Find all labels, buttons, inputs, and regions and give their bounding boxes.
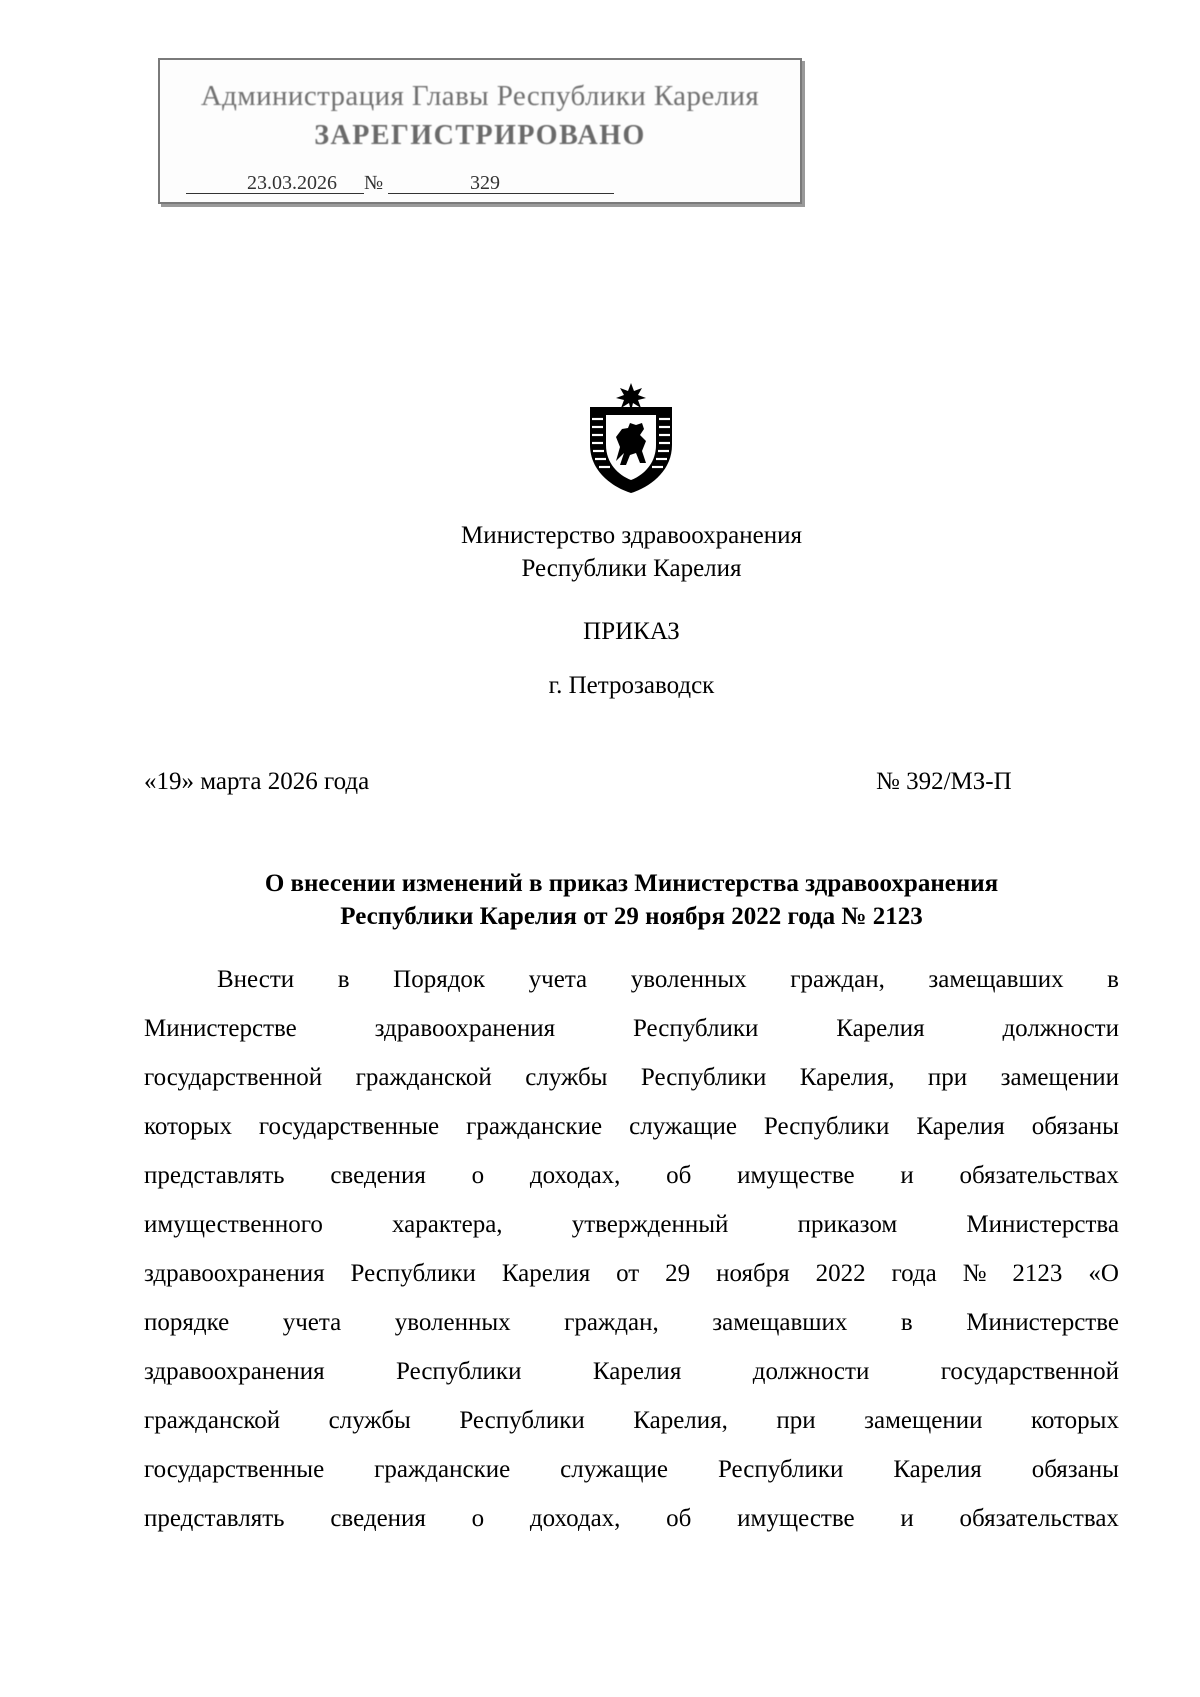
body-line: гражданской службы Республики Карелия, при замещении которых — [144, 1407, 1119, 1434]
body-line: Внести в Порядок учета уволенных граждан, замещавших в — [217, 966, 1119, 993]
body-line: представлять сведения о доходах, об имуществе и обязательствах — [144, 1505, 1119, 1532]
body-line: имущественного характера, утвержденный приказом Министерства — [144, 1211, 1119, 1238]
body-line: государственные гражданские служащие Республики Карелия обязаны — [144, 1456, 1119, 1483]
body-line: представлять сведения о доходах, об имуществе и обязательствах — [144, 1162, 1119, 1189]
stamp-date: 23.03.2026 — [186, 172, 364, 194]
body-line: государственной гражданской службы Республики Карелия, при замещении — [144, 1064, 1119, 1091]
body-line: здравоохранения Республики Карелия должности государственной — [144, 1358, 1119, 1385]
stamp-registered-label: ЗАРЕГИСТРИРОВАНО — [314, 120, 646, 151]
stamp-authority: Администрация Главы Республики Карелия — [200, 80, 760, 112]
body-line: порядке учета уволенных граждан, замещавших в Министерстве — [144, 1309, 1119, 1336]
karelia-coat-of-arms-icon — [586, 381, 676, 495]
order-number: № 392/МЗ-П — [876, 768, 1012, 795]
body-line: здравоохранения Республики Карелия от 29 ноября 2022 года № 2123 «О — [144, 1260, 1119, 1287]
ministry-name-line2: Республики Карелия — [521, 555, 742, 582]
stamp-number-sign: № — [364, 172, 384, 194]
ministry-name-line1: Министерство здравоохранения — [461, 522, 802, 549]
stamp-number: 329 — [388, 172, 614, 194]
document-title-line2: Республики Карелия от 29 ноября 2022 года № 2123 — [340, 903, 923, 930]
document-city: г. Петрозаводск — [548, 672, 715, 699]
document-type: ПРИКАЗ — [583, 618, 680, 645]
order-date: «19» марта 2026 года — [144, 768, 370, 795]
body-line: Министерстве здравоохранения Республики Карелия должности — [144, 1015, 1119, 1042]
body-line: которых государственные гражданские служащие Республики Карелия обязаны — [144, 1113, 1119, 1140]
registration-stamp — [158, 58, 802, 204]
document-title-line1: О внесении изменений в приказ Министерства здравоохранения — [264, 870, 999, 897]
stamp-registration-row — [186, 172, 616, 196]
